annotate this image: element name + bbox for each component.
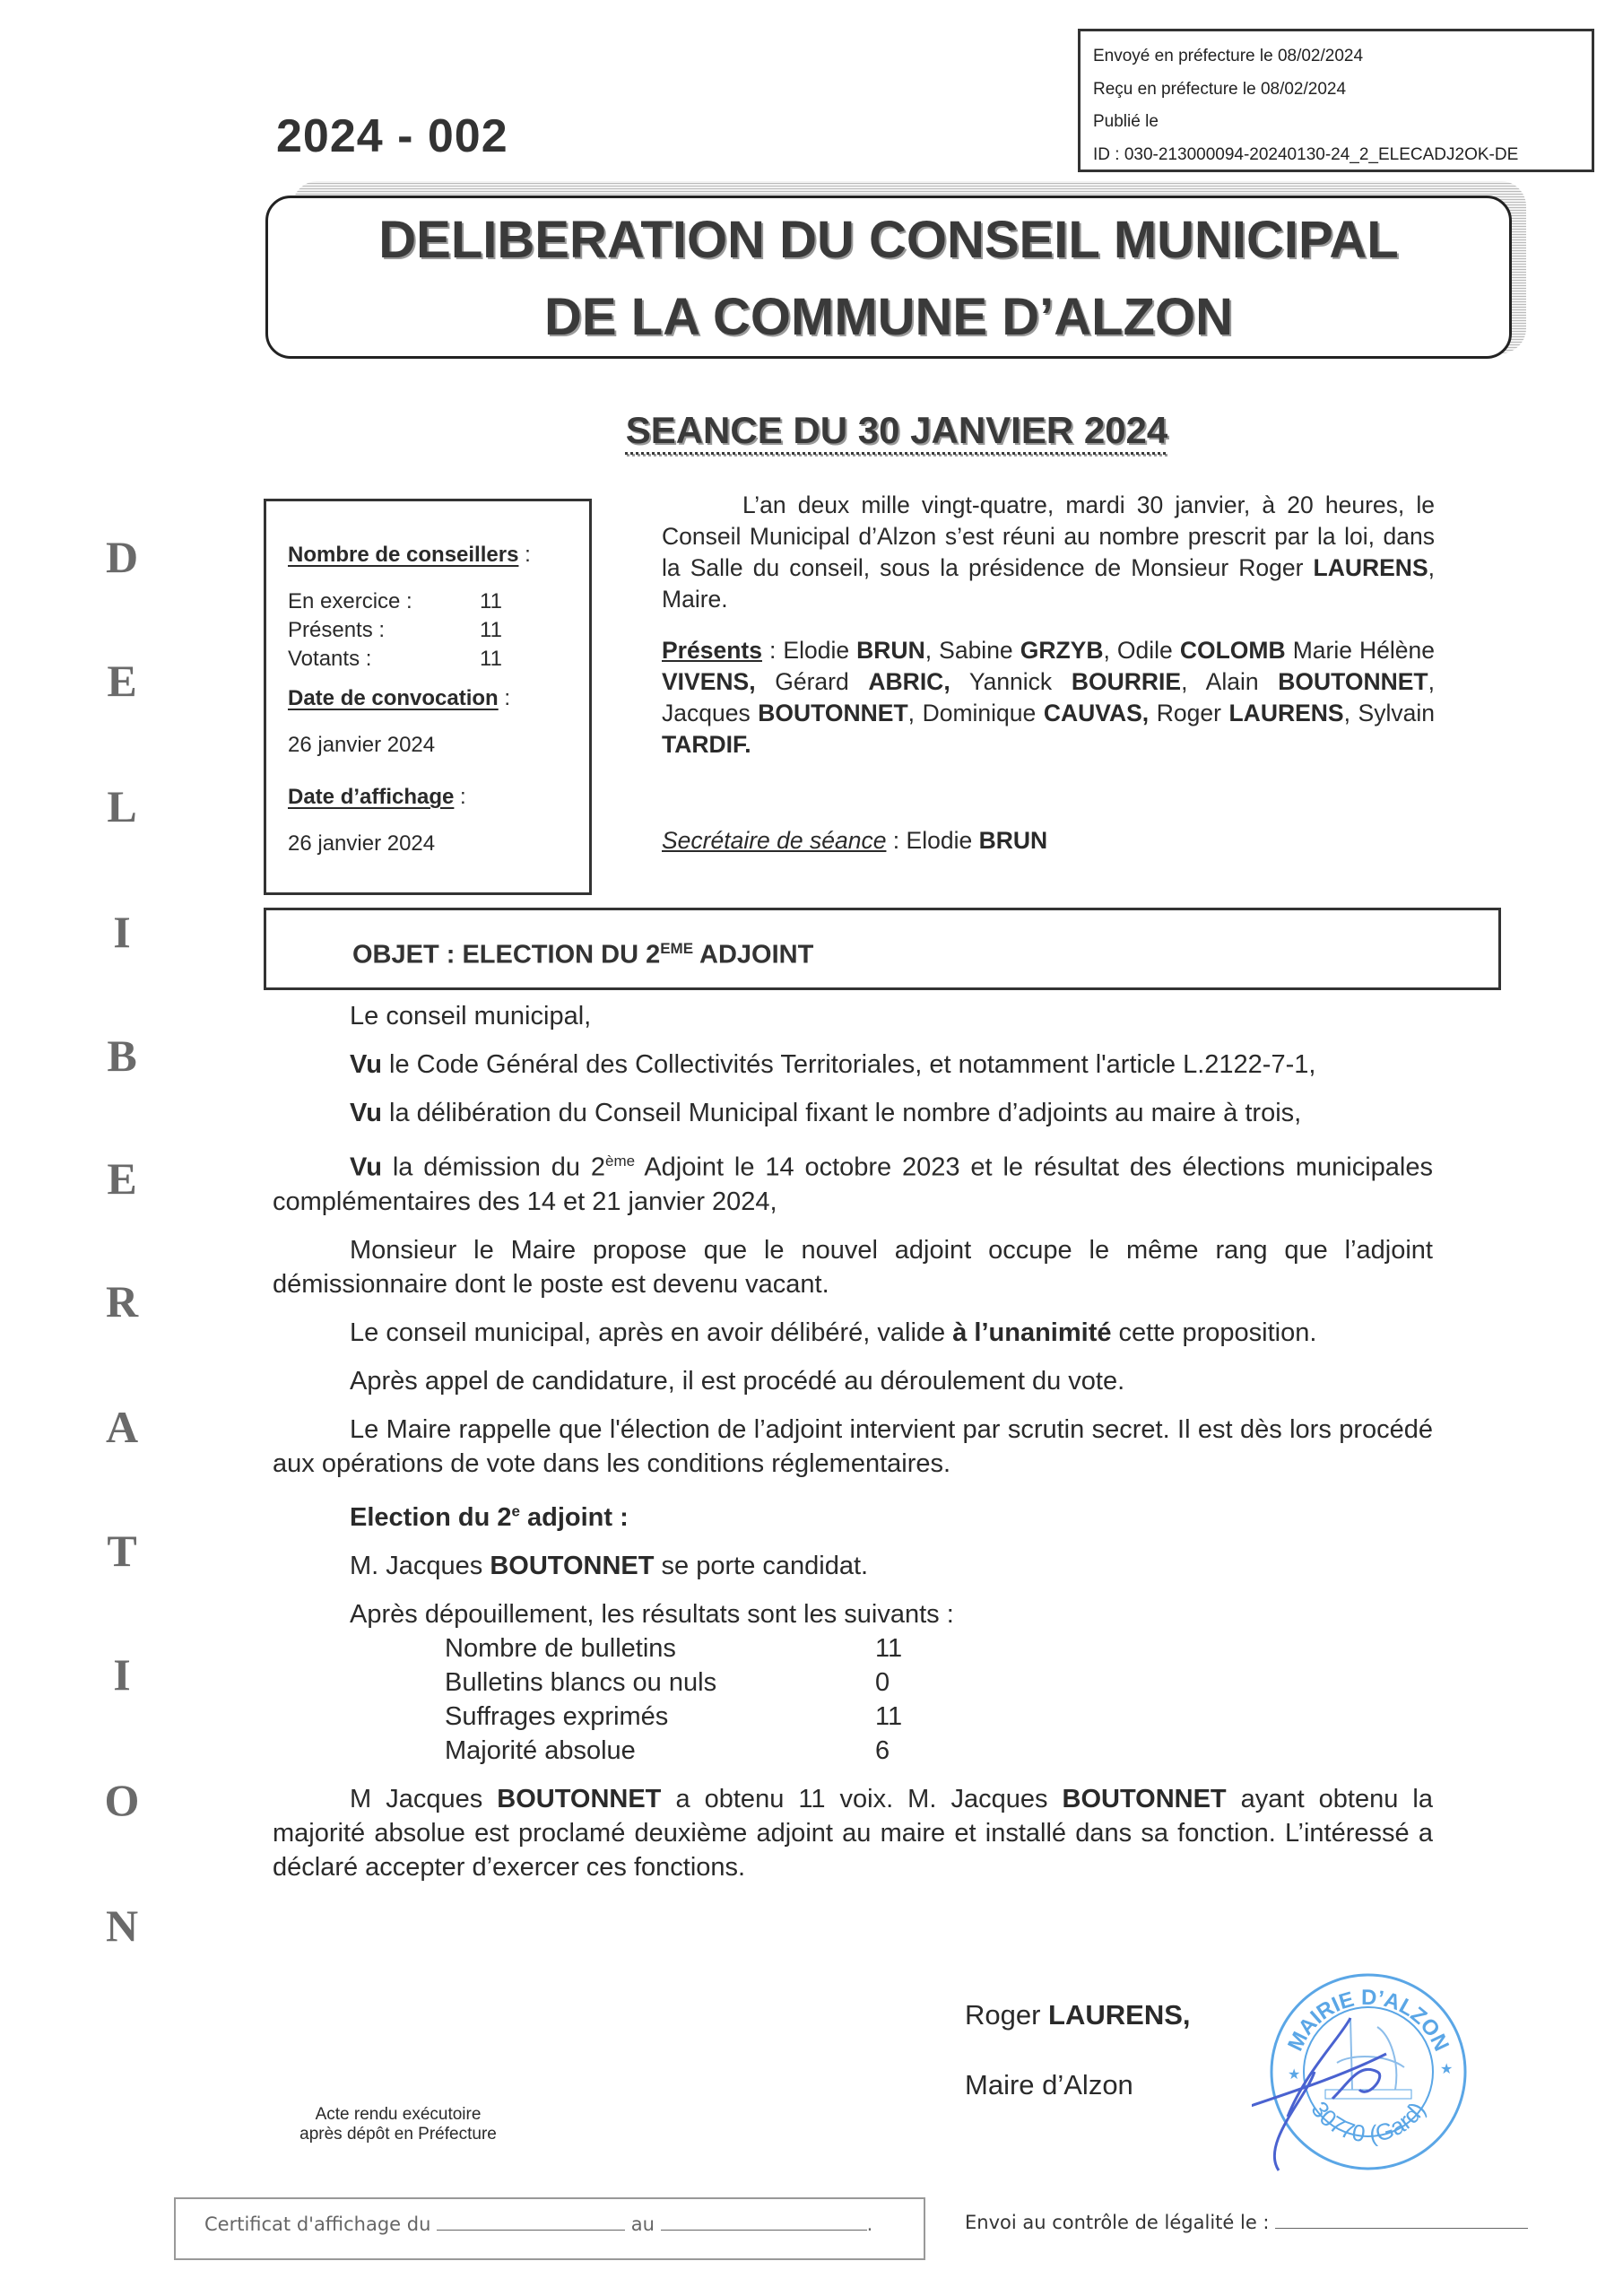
- results-intro: Après dépouillement, les résultats sont les suivants :: [350, 1600, 954, 1630]
- result-row: Suffrages exprimés 11: [445, 1702, 903, 1732]
- title-line-1: DELIBERATION DU CONSEIL MUNICIPAL: [378, 211, 1399, 269]
- prefecture-received-date: Reçu en préfecture le 08/02/2024: [1093, 79, 1347, 99]
- result-row: Majorité absolue 6: [445, 1736, 890, 1766]
- present-member: Marie Hélène VIVENS,: [662, 637, 1435, 695]
- present-member: Roger LAURENS,: [1156, 700, 1350, 726]
- prefecture-stamp-box: [1078, 29, 1594, 172]
- candidate-line: M. Jacques BOUTONNET se porte candidat.: [350, 1552, 869, 1581]
- info-row-presents: Présents : 11: [288, 618, 502, 642]
- mairie-stamp-icon: [1252, 1964, 1485, 2184]
- document-number: 2024 - 002: [276, 110, 508, 162]
- election-heading: Election du 2e adjoint :: [350, 1502, 629, 1533]
- conseillers-heading: Nombre de conseillers :: [288, 543, 531, 567]
- present-member: Sylvain TARDIF.: [662, 700, 1435, 758]
- body-candidature: Après appel de candidature, il est procédé au déroulement du vote.: [350, 1366, 1125, 1396]
- body-validation: Le conseil municipal, après en avoir délibéré, valide à l’unanimité cette proposition.: [350, 1318, 1317, 1347]
- side-letter: E: [107, 656, 137, 706]
- affichage-heading: Date d’affichage :: [288, 785, 466, 809]
- session-intro: [662, 490, 1435, 857]
- body-vu-cgct: Vu le Code Général des Collectivités Territoriales, et notamment l'article L.2122-7-1,: [350, 1050, 1316, 1079]
- body-vu-demission: Vu la démission du 2ème Adjoint le 14 octobre 2023 et le résultat des élections municipales complémentaires des 14 et 21 janvier 2024,: [273, 1152, 1433, 1216]
- secretaire-line: Secrétaire de séance : Elodie BRUN: [662, 827, 1048, 854]
- title-line-2: DE LA COMMUNE D’ALZON: [544, 288, 1233, 346]
- prefecture-sent-date: Envoyé en préfecture le 08/02/2024: [1093, 47, 1364, 65]
- side-letter: N: [105, 1900, 139, 1951]
- svg-text:30770 (Gard): 30770 (Gard): [1306, 2096, 1431, 2148]
- body-vu-deliberation: Vu la délibération du Conseil Municipal fixant le nombre d’adjoints au maire à trois,: [350, 1099, 1302, 1127]
- title-box: [265, 196, 1512, 359]
- convocation-heading: Date de convocation :: [288, 686, 511, 710]
- affichage-date: 26 janvier 2024: [288, 831, 436, 856]
- result-row: Nombre de bulletins 11: [445, 1634, 903, 1664]
- result-row: Bulletins blancs ou nuls 0: [445, 1668, 890, 1698]
- present-member: Odile COLOMB: [1116, 637, 1286, 664]
- side-letter: O: [104, 1775, 140, 1825]
- cert-from-blank: [437, 2205, 625, 2231]
- present-member: Yannick BOURRIE,: [968, 668, 1188, 695]
- objet-box: OBJET : ELECTION DU 2EME ADJOINT: [264, 908, 1501, 990]
- present-member: Sabine GRZYB,: [939, 637, 1110, 664]
- seance-date: SEANCE DU 30 JANVIER 2024: [625, 409, 1168, 451]
- cert-to-blank: [661, 2205, 867, 2231]
- vote-results-table: [445, 1631, 1433, 1768]
- signatory-name: Roger LAURENS,: [965, 1999, 1191, 2031]
- prefecture-id: ID : 030-213000094-20240130-24_2_ELECADJ2OK-DE: [1093, 144, 1519, 164]
- intro-paragraph: L’an deux mille vingt-quatre, mardi 30 janvier, à 20 heures, le Conseil Municipal d’Alzon s’est réuni au nombre prescrit par la loi, dans la Salle du conseil, sous la présidence de Monsieur Roger LAURENS, Maire.: [662, 491, 1435, 613]
- council-info-box: [264, 499, 592, 895]
- side-letter: D: [105, 532, 139, 582]
- present-member: Gérard ABRIC,: [775, 668, 950, 695]
- side-letter: E: [107, 1153, 137, 1204]
- seance-heading: [0, 409, 1623, 452]
- side-letter: I: [113, 1649, 131, 1700]
- present-member: Dominique CAUVAS,: [922, 700, 1150, 726]
- acte-executoire-note: Acte rendu exécutoire après dépôt en Préfecture: [299, 2105, 497, 2144]
- svg-text:★: ★: [1288, 2067, 1301, 2083]
- side-letter: R: [105, 1276, 139, 1326]
- side-letter: L: [107, 781, 137, 831]
- signatory-role: Maire d’Alzon: [965, 2069, 1133, 2100]
- present-member: Elodie BRUN,: [783, 637, 933, 664]
- side-letter: T: [107, 1526, 137, 1576]
- body-proposal: Monsieur le Maire propose que le nouvel adjoint occupe le même rang que l’adjoint démissionnaire dont le poste est devenu vacant.: [273, 1235, 1433, 1299]
- presents-list: Présents : Elodie BRUN, Sabine GRZYB, Odile COLOMB Marie Hélène VIVENS, Gérard ABRIC, Yannick BOURRIE, Alain BOUTONNET, Jacques BOUTONNET, Dominique CAUVAS, Roger LAURENS, Sylvain TARDIF.: [662, 637, 1435, 758]
- deliberation-body: [273, 999, 1433, 1884]
- side-letter: I: [113, 907, 131, 957]
- envoi-controle-legalite: Envoi au contrôle de légalité le :: [965, 2210, 1528, 2233]
- signatory: [965, 1993, 1191, 2133]
- side-letter: A: [105, 1402, 139, 1452]
- present-member: Alain BOUTONNET,: [1205, 668, 1435, 695]
- final-proclamation: M Jacques BOUTONNET a obtenu 11 voix. M. Jacques BOUTONNET ayant obtenu la majorité absolue est proclamé deuxième adjoint au maire et installé dans sa fonction. L’intéressé a déclaré accepter d’exercer ces fonctions.: [273, 1785, 1433, 1883]
- info-row-exercice: En exercice : 11: [288, 589, 502, 613]
- svg-text:★: ★: [1440, 2062, 1454, 2077]
- side-letter: B: [107, 1031, 137, 1081]
- svg-text:MAIRIE D’ALZON: MAIRIE D’ALZON: [1283, 1985, 1454, 2056]
- present-member: Jacques BOUTONNET,: [662, 700, 916, 726]
- convocation-date: 26 janvier 2024: [288, 733, 436, 757]
- body-scrutin: Le Maire rappelle que l'élection de l’adjoint intervient par scrutin secret. Il est dès lors procédé aux opérations de vote dans les conditions réglementaires.: [273, 1414, 1433, 1478]
- info-row-votants: Votants : 11: [288, 647, 502, 671]
- envoi-date-blank: [1275, 2210, 1528, 2229]
- certificat-affichage-box: Certificat d'affichage du au .: [174, 2197, 925, 2260]
- body-p1: Le conseil municipal,: [350, 1002, 592, 1031]
- prefecture-published: Publié le: [1093, 112, 1159, 131]
